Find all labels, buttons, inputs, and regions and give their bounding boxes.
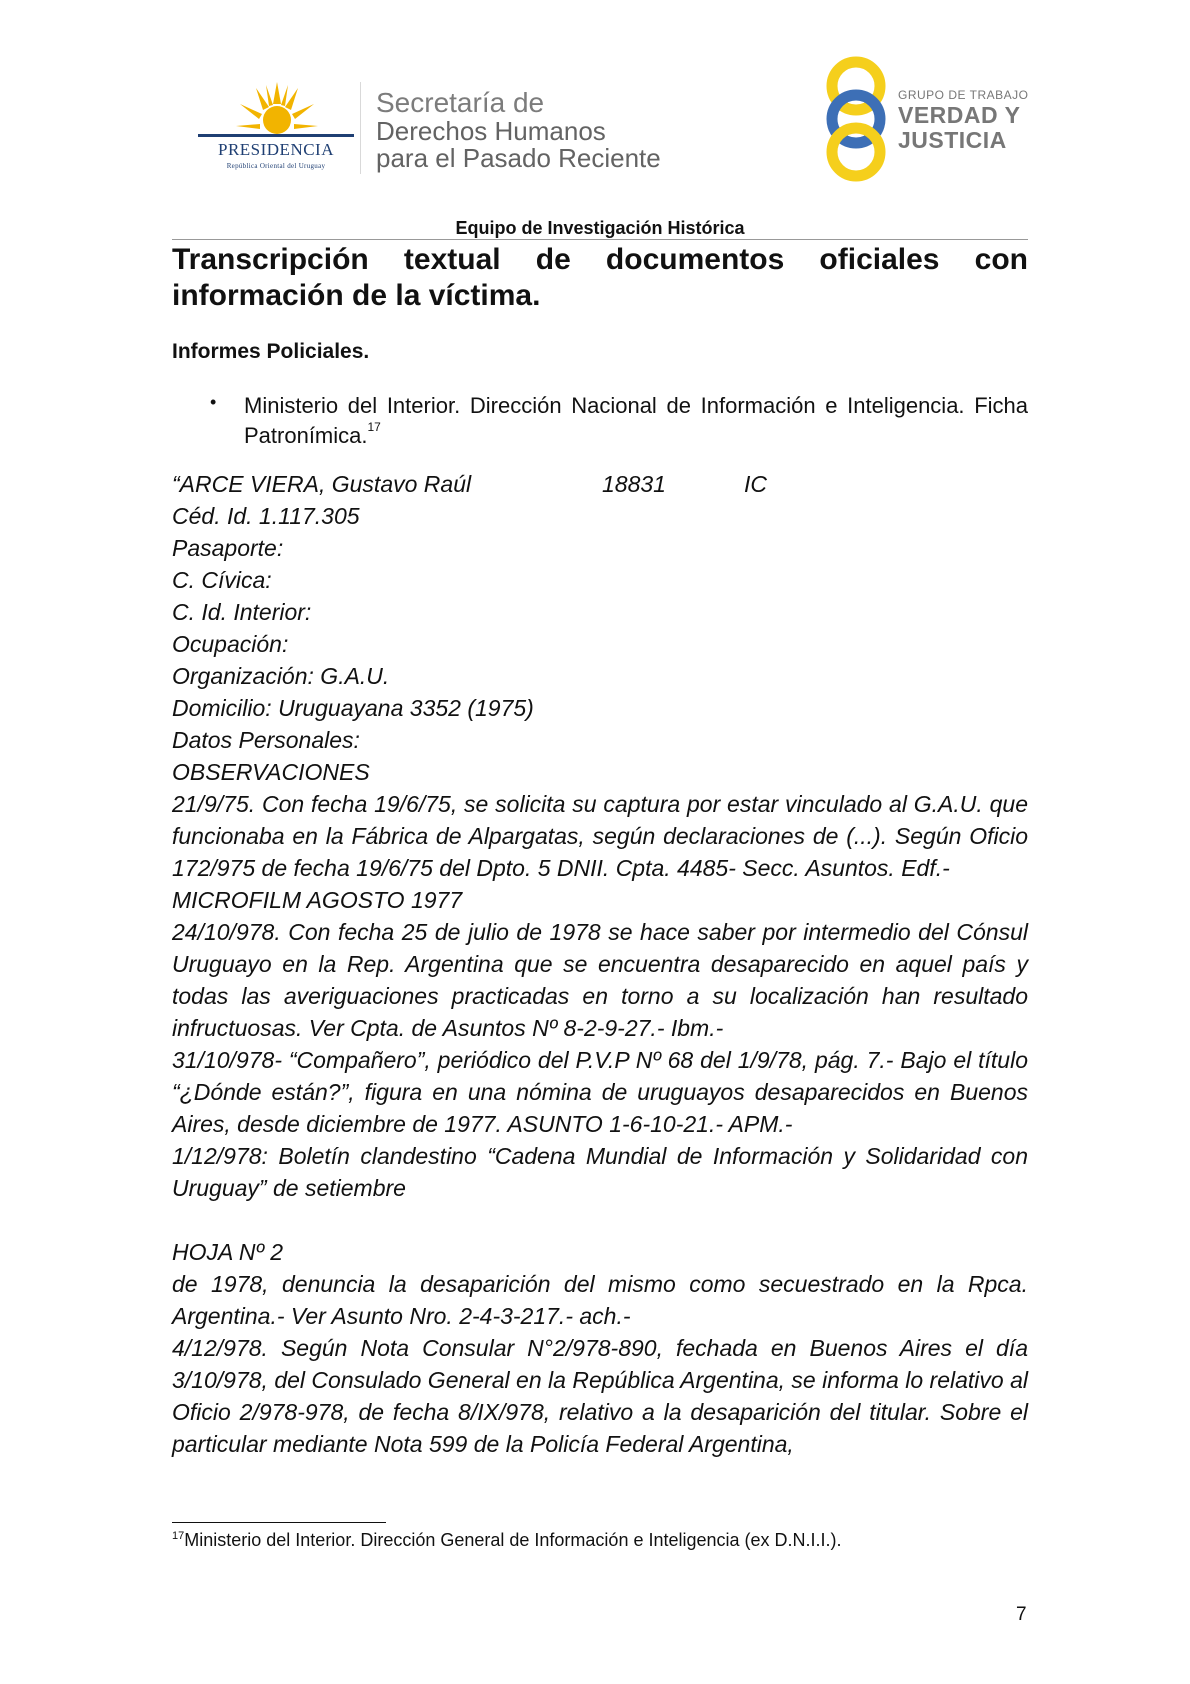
record-field: C. Cívica: — [172, 567, 272, 593]
footnote — [172, 1530, 842, 1551]
secretaria-logo — [376, 88, 736, 172]
record-code: IC — [744, 471, 767, 497]
record-field: Céd. Id. 1.117.305 — [172, 503, 360, 529]
team-heading: Equipo de Investigación Histórica — [455, 218, 745, 238]
footnote-text: Ministerio del Interior. Dirección General de Información e Inteligencia (ex D.N.I.I.). — [184, 1530, 842, 1550]
footnote-rule — [172, 1522, 386, 1523]
chain-links-icon — [822, 56, 894, 182]
presidencia-name: PRESIDENCIA — [217, 140, 334, 159]
verdad-justicia-logo — [822, 56, 1032, 182]
blank-line — [172, 1204, 1028, 1236]
record-field: Organización: G.A.U. — [172, 663, 390, 689]
observation-entry: 31/10/978- “Compañero”, periódico del P.V.P Nº 68 del 1/9/78, pág. 7.- Bajo el título “¿Dónde están?”, figura en una nómina de uruguayos desaparecidos en Buenos Aires, desde diciembre de 1977. ASUNTO 1-6-10-21.- APM.- — [172, 1047, 1028, 1137]
header-rule — [172, 239, 1028, 240]
section-heading: Informes Policiales. — [172, 340, 370, 363]
footnote-ref: 17 — [367, 420, 381, 434]
horizon-line — [198, 134, 354, 137]
record-field: Pasaporte: — [172, 535, 284, 561]
sun-emblem-icon — [236, 82, 318, 140]
presidencia-subtitle: República Oriental del Uruguay — [226, 162, 326, 170]
record-field: C. Id. Interior: — [172, 599, 312, 625]
record-header-line — [172, 468, 1028, 500]
page-number: 7 — [1016, 1604, 1027, 1625]
grupo-line-2: VERDAD Y — [898, 102, 1021, 128]
page-title: Transcripción textual de documentos oficiales con información de la víctima. — [172, 243, 1028, 312]
source-bullet-text: Ministerio del Interior. Dirección Nacional de Información e Inteligencia. Ficha Patronímica. — [244, 393, 1028, 448]
record-field: Domicilio: Uruguayana 3352 (1975) — [172, 695, 534, 721]
sheet-number: HOJA Nº 2 — [172, 1239, 284, 1265]
grupo-line-3: JUSTICIA — [898, 127, 1007, 153]
record-name: “ARCE VIERA, Gustavo Raúl — [172, 471, 472, 497]
record-field: Ocupación: — [172, 631, 289, 657]
secretaria-line-1: Secretaría de — [376, 87, 545, 118]
observation-entry: de 1978, denuncia la desaparición del mismo como secuestrado en la Rpca. Argentina.- Ver Asunto Nro. 2-4-3-217.- ach.- — [172, 1271, 1028, 1329]
source-bullet — [244, 391, 1028, 451]
transcribed-record — [172, 468, 1028, 1460]
record-field: Datos Personales: — [172, 727, 360, 753]
observation-entry: 4/12/978. Según Nota Consular N°2/978-890, fechada en Buenos Aires el día 3/10/978, del Consulado General en la República Argentina, se informa lo relativo al Oficio 2/978-978, de fecha 8/IX/978, relativo a la desaparición del titular. Sobre el particular mediante Nota 599 de la Policía Federal Argentina, — [172, 1335, 1028, 1457]
observation-entry: 1/12/978: Boletín clandestino “Cadena Mundial de Información y Solidaridad con Uruguay” de setiembre — [172, 1143, 1028, 1201]
microfilm-note: MICROFILM AGOSTO 1977 — [172, 887, 463, 913]
secretaria-line-3: para el Pasado Reciente — [376, 143, 661, 173]
logo-divider — [360, 82, 361, 174]
record-field: OBSERVACIONES — [172, 759, 370, 785]
footnote-number: 17 — [172, 1530, 185, 1542]
presidencia-logo — [196, 82, 356, 174]
observation-entry: 21/9/75. Con fecha 19/6/75, se solicita su captura por estar vinculado al G.A.U. que funcionaba en la Fábrica de Alpargatas, según declaraciones de (...). Según Oficio 172/975 de fecha 19/6/75 del Dpto. 5 DNII. Cpta. 4485- Secc. Asuntos. Edf.- — [172, 791, 1028, 881]
secretaria-line-2: Derechos Humanos — [376, 116, 606, 146]
grupo-line-1: GRUPO DE TRABAJO — [898, 88, 1029, 102]
observation-entry: 24/10/978. Con fecha 25 de julio de 1978 se hace saber por intermedio del Cónsul Uruguayo en la Rep. Argentina que se encuentra desaparecido en aquel país y todas las averiguaciones practicadas en torno a su localización han resultado infructuosas. Ver Cpta. de Asuntos Nº 8-2-9-27.- Ibm.- — [172, 919, 1028, 1041]
record-number: 18831 — [602, 471, 666, 497]
bullet-icon: • — [210, 392, 217, 412]
